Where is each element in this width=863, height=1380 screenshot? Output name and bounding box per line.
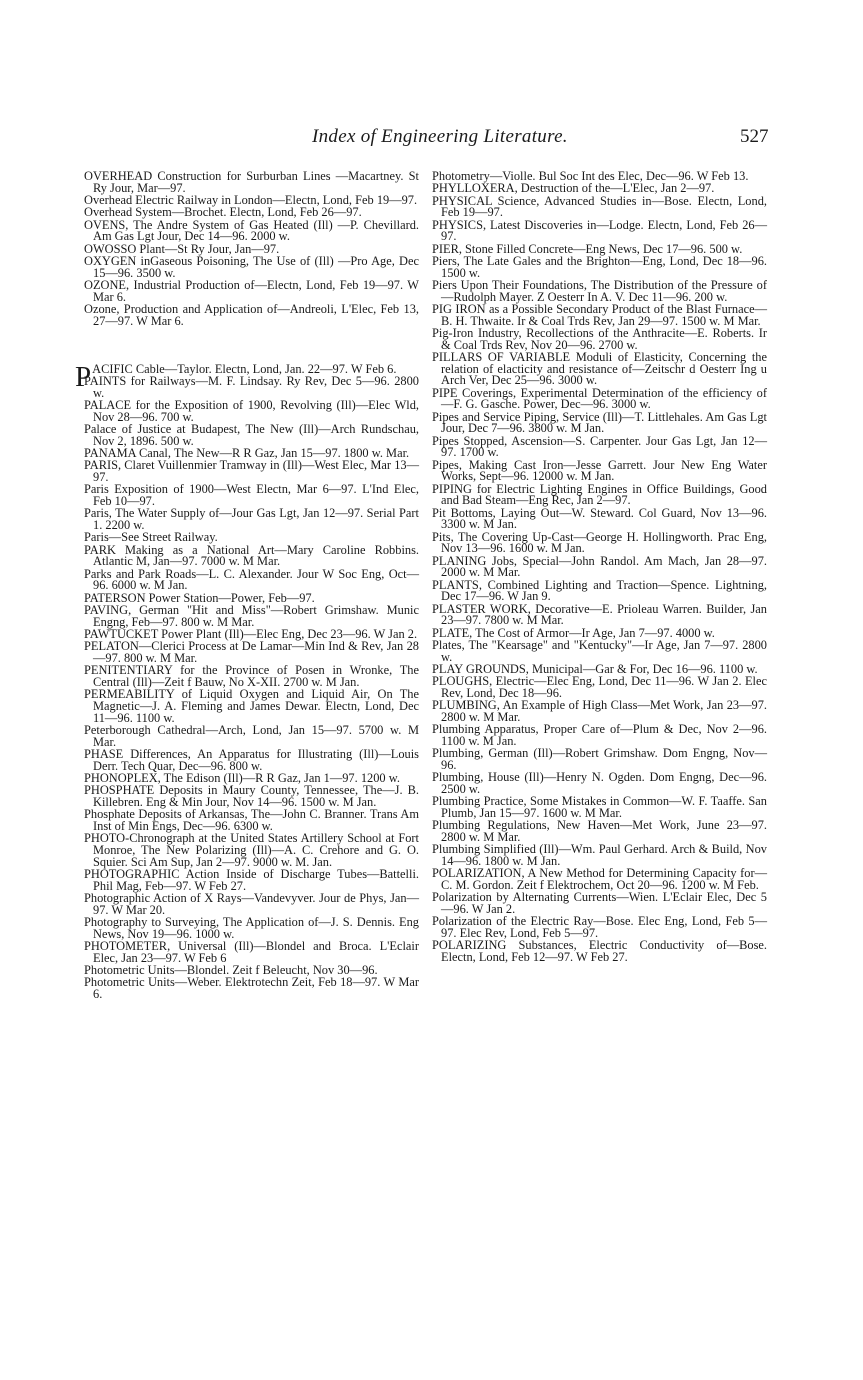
page-number: 527 (740, 126, 769, 147)
index-entry: Paris—See Street Railway. (84, 530, 218, 545)
index-entry: Plates, The "Kearsage" and "Kentucky"—Ir Age, Jan 7—97. 2800 w. (432, 637, 767, 664)
index-entry: PIPING for Electric Lighting Engines in Office Buildings, Good and Bad Steam—Eng Rec, Jan 2—97. (432, 481, 767, 508)
index-entry: Parks and Park Roads—L. C. Alexander. Jour W Soc Eng, Oct—96. 6000 w. M Jan. (84, 566, 419, 593)
drop-cap-letter: P (75, 360, 92, 393)
index-entry: Phosphate Deposits of Arkansas, The—John C. Branner. Trans Am Inst of Min Engs, Dec—96. 6300 w. (84, 807, 419, 834)
left-column-p-entries (84, 376, 419, 1001)
index-entry: PELATON—Clerici Process at De Lamar—Min Ind & Rev, Jan 28—97. 800 w. M Mar. (84, 639, 419, 666)
index-entry: PALACE for the Exposition of 1900, Revolving (Ill)—Elec Wld, Nov 28—96. 700 w. (84, 398, 419, 424)
index-entry: Plumbing, House (Ill)—Henry N. Ogden. Dom Engng, Dec—96. 2500 w. (432, 770, 767, 796)
index-entry: Polarization by Alternating Currents—Wien. L'Eclair Elec, Dec 5—96. W Jan 2. (432, 890, 767, 916)
index-entry: PENITENTIARY for the Province of Posen in Wronke, The Central (Ill)—Zeit f Bauw, No X-XII. 2700 w. M Jan. (84, 663, 419, 690)
index-entry: Plumbing Apparatus, Proper Care of—Plum & Dec, Nov 2—96. 1100 w. M Jan. (432, 722, 767, 748)
index-entry: PAVING, German "Hit and Miss"—Robert Grimshaw. Munic Engng, Feb—97. 800 w. M Mar. (84, 603, 419, 629)
index-entry: PHASE Differences, An Apparatus for Illustrating (Ill)—Louis Derr. Tech Quar, Dec—96. 800 w. (84, 747, 419, 773)
index-entry: Plumbing Regulations, New Haven—Met Work, June 23—97. 2800 w. M Mar. (432, 818, 767, 844)
index-entry: OXYGEN inGaseous Poisoning, The Use of (Ill) —Pro Age, Dec 15—96. 3500 w. (84, 253, 419, 280)
index-entry: PLANTS, Combined Lighting and Traction—Spence. Lightning, Dec 17—96. W Jan 9. (432, 577, 767, 604)
right-column (432, 171, 767, 964)
index-entry: POLARIZING Substances, Electric Conductivity of—Bose. Electn, Lond, Feb 12—97. W Feb 27. (432, 938, 767, 964)
index-entry: PHYLLOXERA, Destruction of the—L'Elec, Jan 2—97. (432, 181, 715, 196)
index-entry: Polarization of the Electric Ray—Bose. Elec Eng, Lond, Feb 5—97. Elec Rev, Lond, Feb 5—97. (432, 914, 767, 940)
index-entry: PIPE Coverings, Experimental Determination of the efficiency of—F. G. Gasche. Power, Dec—96. 3000 w. (432, 385, 767, 412)
index-entry: PIG IRON as a Possible Secondary Product of the Blast Furnace—B. H. Thwaite. Ir & Coal Trds Rev, Jan 29—97. 1500 w. M Mar. (432, 301, 767, 328)
index-entry: Pipes, Making Cast Iron—Jesse Garrett. Jour New Eng Water Works, Sept—96. 12000 w. M Jan. (432, 457, 767, 484)
index-entry: PAINTS for Railways—M. F. Lindsay. Ry Rev, Dec 5—96. 2800 w. (84, 374, 419, 400)
index-entry: Pipes Stopped, Ascension—S. Carpenter. Jour Gas Lgt, Jan 12—97. 1700 w. (432, 433, 767, 460)
section-gap (84, 328, 419, 364)
index-entry: PARIS, Claret Vuillenmier Tramway in (Ill)—West Elec, Mar 13—97. (84, 458, 419, 485)
page-header (0, 126, 863, 150)
index-entry: PHOTOGRAPHIC Action Inside of Discharge Tubes—Battelli. Phil Mag, Feb—97. W Feb 27. (84, 867, 419, 893)
index-entry: PLOUGHS, Electric—Elec Eng, Lond, Dec 11—96. W Jan 2. Elec Rev, Lond, Dec 18—96. (432, 674, 767, 700)
index-entry: Pits, The Covering Up-Cast—George H. Hollingworth. Prac Eng, Nov 13—96. 1600 w. M Jan. (432, 529, 767, 556)
index-entry: Plumbing Practice, Some Mistakes in Common—W. F. Taaffe. San Plumb, Jan 15—97. 1600 w. M Mar. (432, 794, 767, 820)
left-column (75, 169, 419, 1002)
index-entry: PIER, Stone Filled Concrete—Eng News, Dec 17—96. 500 w. (432, 241, 743, 256)
index-entry: Piers Upon Their Foundations, The Distribution of the Pressure of—Rudolph Mayer. Z Oesterr In A. V. Dec 11—96. 200 w. (432, 277, 767, 304)
index-entry: Pipes and Service Piping, Service (Ill)—T. Littlehales. Am Gas Lgt Jour, Dec 7—96. 3800 w. M Jan. (432, 409, 767, 436)
index-entry: Peterborough Cathedral—Arch, Lond, Jan 15—97. 5700 w. M Mar. (84, 723, 419, 749)
index-entry: PHOTO-Chronograph at the United States Artillery School at Fort Monroe, The New Polarizing (Ill)—A. C. Crehore and G. O. Squier. Sci Am Sup, Jan 2—97. 9000 w. M. Jan. (84, 831, 419, 869)
index-entry: Photometric Units—Blondel. Zeit f Beleucht, Nov 30—96. (84, 963, 378, 978)
index-entry: PANAMA Canal, The New—R R Gaz, Jan 15—97. 1800 w. Mar. (84, 446, 410, 461)
entry-text: ACIFIC Cable—Taylor. Electn, Lond, Jan. 22—97. W Feb 6. (92, 361, 397, 376)
index-entry: Overhead Electric Railway in London—Electn, Lond, Feb 19—97. (84, 193, 418, 207)
index-entry: Photography to Surveying, The Application of—J. S. Dennis. Eng News, Nov 19—96. 1000 w. (84, 915, 419, 941)
index-entry: Piers, The Late Gales and the Brighton—Eng, Lond, Dec 18—96. 1500 w. (432, 253, 767, 280)
index-entry: PLANING Jobs, Special—John Randol. Am Mach, Jan 28—97. 2000 w. M Mar. (432, 553, 767, 580)
index-entry: PAWTUCKET Power Plant (Ill)—Elec Eng, Dec 23—96. W Jan 2. (84, 627, 418, 642)
index-entry: Overhead System—Brochet. Electn, Lond, Feb 26—97. (84, 205, 362, 220)
running-title: Index of Engineering Literature. (312, 126, 568, 147)
index-entry: Pig-Iron Industry, Recollections of the Anthracite—E. Roberts. Ir & Coal Trds Rev, Nov 20—96. 2700 w. (432, 325, 767, 352)
index-entry: PHOSPHATE Deposits in Maury County, Tennessee, The—J. B. Killebren. Eng & Min Jour, Nov 14—96. 1500 w. M Jan. (84, 783, 419, 810)
index-entry: PLUMBING, An Example of High Class—Met Work, Jan 23—97. 2800 w. M Mar. (432, 698, 767, 724)
index-entry: OVERHEAD Construction for Surburban Lines —Macartney. St Ry Jour, Mar—97. (84, 169, 419, 195)
index-entry: PARK Making as a National Art—Mary Caroline Robbins. Atlantic M, Jan—97. 7000 w. M Mar. (84, 542, 419, 569)
index-entry: PHYSICS, Latest Discoveries in—Lodge. Electn, Lond, Feb 26—97. (432, 217, 767, 244)
index-entry: Paris, The Water Supply of—Jour Gas Lgt, Jan 12—97. Serial Part 1. 2200 w. (84, 506, 419, 533)
index-entry: Paris Exposition of 1900—West Electn, Mar 6—97. L'Ind Elec, Feb 10—97. (84, 482, 419, 509)
index-entry: Plumbing Simplified (Ill)—Wm. Paul Gerhard. Arch & Build, Nov 14—96. 1800 w. M Jan. (432, 842, 767, 868)
index-entry: Palace of Justice at Budapest, The New (Ill)—Arch Rundschau, Nov 2, 1896. 500 w. (84, 422, 419, 448)
index-entry: PERMEABILITY of Liquid Oxygen and Liquid Air, On The Magnetic—J. A. Fleming and James Dewar. Electn, Lond, Dec 11—96. 1100 w. (84, 687, 419, 725)
index-entry: PLASTER WORK, Decorative—E. Prioleau Warren. Builder, Jan 23—97. 7800 w. M Mar. (432, 601, 767, 628)
index-entry: PHOTOMETER, Universal (Ill)—Blondel and Broca. L'Eclair Elec, Jan 23—97. W Feb 6 (84, 939, 419, 965)
index-entry: OWOSSO Plant—St Ry Jour, Jan—97. (84, 241, 280, 256)
index-entry: Plumbing, German (Ill)—Robert Grimshaw. Dom Engng, Nov—96. (432, 746, 767, 772)
index-entry: PLAY GROUNDS, Municipal—Gar & For, Dec 16—96. 1100 w. (432, 661, 758, 676)
index-entry: PATERSON Power Station—Power, Feb—97. (84, 590, 315, 605)
index-entry: PLATE, The Cost of Armor—Ir Age, Jan 7—97. 4000 w. (432, 625, 715, 640)
index-entry: PHONOPLEX, The Edison (Ill)—R R Gaz, Jan 1—97. 1200 w. (84, 771, 400, 786)
index-entry: Pit Bottoms, Laying Out—W. Steward. Col Guard, Nov 13—96. 3300 w. M Jan. (432, 505, 767, 532)
index-entry: Ozone, Production and Application of—Andreoli, L'Elec, Feb 13, 27—97. W Mar 6. (84, 301, 419, 328)
index-entry: POLARIZATION, A New Method for Determining Capacity for—C. M. Gordon. Zeit f Elektrochem, Oct 20—96. 1200 w. M Feb. (432, 866, 767, 892)
index-entry: PHYSICAL Science, Advanced Studies in—Bose. Electn, Lond, Feb 19—97. (432, 193, 767, 220)
index-entry: PILLARS OF VARIABLE Moduli of Elasticity, Concerning the relation of elacticity and resistance of—Zeitschr d Oesterr Ing u Arch Ver, Dec 25—96. 3000 w. (432, 349, 767, 388)
left-column-o-entries (84, 171, 419, 327)
right-column-entries (432, 171, 767, 964)
index-entry: Photometric Units—Weber. Elektrotechn Zeit, Feb 18—97. W Mar 6. (84, 975, 419, 1002)
index-entry: Photographic Action of X Rays—Vandevyver. Jour de Phys, Jan—97. W Mar 20. (84, 891, 419, 917)
index-entry: Photometry—Violle. Bul Soc Int des Elec, Dec—96. W Feb 13. (432, 169, 749, 183)
index-entry: OZONE, Industrial Production of—Electn, Lond, Feb 19—97. W Mar 6. (84, 277, 419, 304)
index-entry: OVENS, The Andre System of Gas Heated (Ill) —P. Chevillard. Am Gas Lgt Jour, Dec 14—96. 2000 w. (84, 217, 419, 244)
